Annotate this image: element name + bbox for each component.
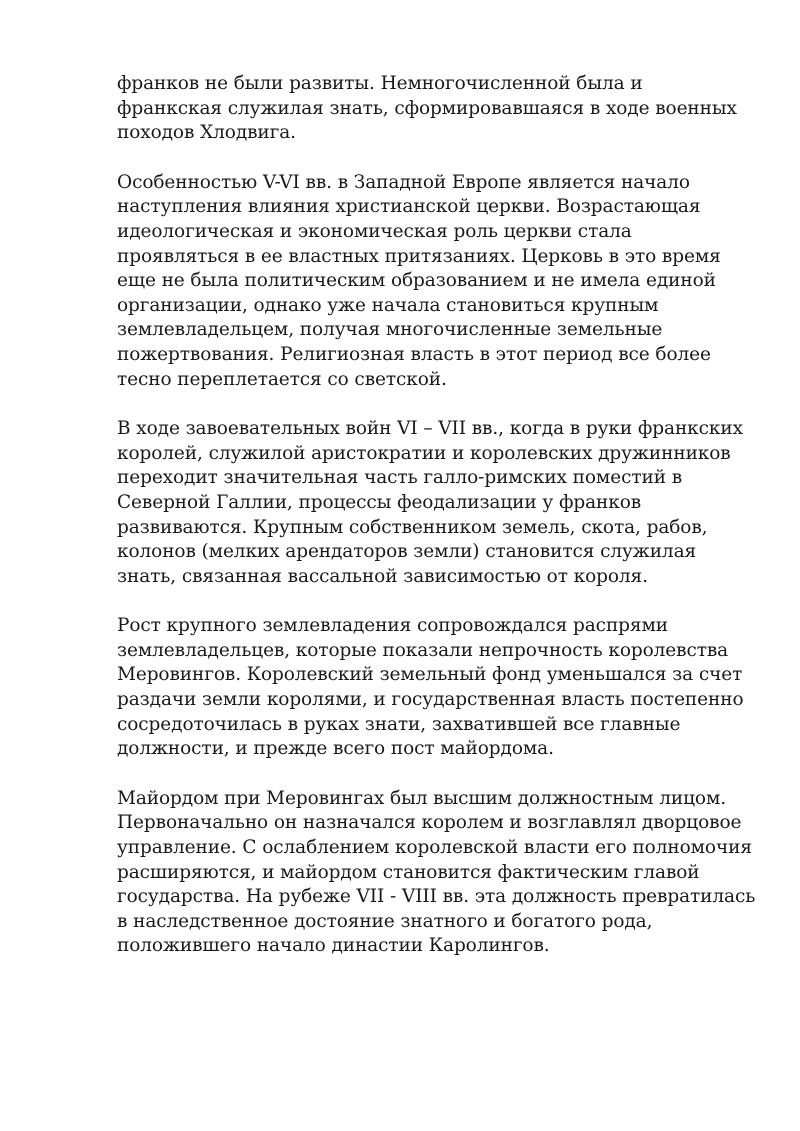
text-line: Особенностью V-VI вв. в Западной Европе является начало <box>117 171 690 193</box>
text-line: идеологическая и экономическая роль церкви стала <box>117 220 632 242</box>
paragraph-4 <box>117 614 742 762</box>
paragraph-5 <box>117 787 756 959</box>
text-line: колонов (мелких арендаторов земли) становится служилая <box>117 541 697 563</box>
text-line: государства. На рубеже VII - VIII вв. эта должность превратилась <box>117 886 756 908</box>
paragraph-3 <box>117 417 742 589</box>
text-line: Рост крупного землевладения сопровождался распрями <box>117 615 669 637</box>
text-line: франков не были развиты. Немногочисленной была и <box>117 73 643 94</box>
text-line: Первоначально он назначался королем и возглавлял дворцовое <box>117 812 742 834</box>
document-body <box>117 72 756 984</box>
text-line: пожертвования. Религиозная власть в этот период все более <box>117 343 711 365</box>
text-line: раздачи земли королями, и государственная власть постепенно <box>117 689 744 711</box>
text-line: походов Хлодвига. <box>117 122 296 144</box>
text-line: организации, однако уже начала становиться крупным <box>117 294 659 316</box>
text-line: проявляться в ее властных притязаниях. Церковь в это время <box>117 245 721 267</box>
text-line: Майордом при Меровингах был высшим должностным лицом. <box>117 787 727 809</box>
text-line: тесно переплетается со светской. <box>117 368 447 390</box>
text-line: сосредоточилась в руках знати, захватившей все главные <box>117 713 681 735</box>
text-line: управление. С ослаблением королевской власти его полномочия <box>117 837 752 859</box>
text-line: Северной Галлии, процессы феодализации у франков <box>117 491 642 513</box>
text-line: землевладельцев, которые показали непрочность королевства <box>117 639 729 661</box>
text-line: знать, связанная вассальной зависимостью от короля. <box>117 565 648 587</box>
paragraph-2 <box>117 171 742 392</box>
text-line: положившего начало династии Каролингов. <box>117 935 550 957</box>
text-line: франкская служилая знать, сформировавшаяся в ходе военных <box>117 97 737 119</box>
text-line: должности, и прежде всего пост майордома. <box>117 738 554 760</box>
text-line: наступления влияния христианской церкви. Возрастающая <box>117 196 701 218</box>
text-line: В ходе завоевательных войн VI – VII вв., когда в руки франкских <box>117 418 743 440</box>
text-line: расширяются, и майордом становится фактическим главой <box>117 861 700 883</box>
text-line: развиваются. Крупным собственником земель, скота, рабов, <box>117 516 708 538</box>
text-line: королей, служилой аристократии и королевских дружинников <box>117 442 731 464</box>
text-line: в наследственное достояние знатного и богатого рода, <box>117 910 653 932</box>
text-line: землевладельцем, получая многочисленные земельные <box>117 319 663 341</box>
text-line: еще не была политическим образованием и не имела единой <box>117 270 716 292</box>
text-line: переходит значительная часть галло-римских поместий в <box>117 467 683 489</box>
text-line: Меровингов. Королевский земельный фонд уменьшался за счет <box>117 664 743 686</box>
paragraph-1 <box>117 72 742 146</box>
